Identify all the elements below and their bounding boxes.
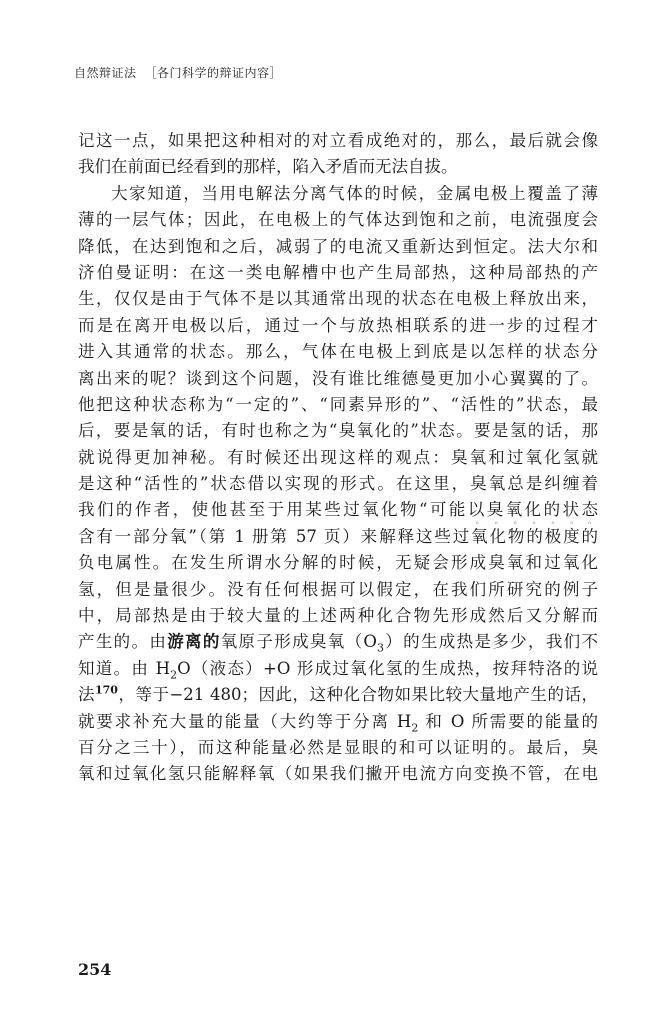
text-segment: O（液态）+O 形成过氧化氢的生成热，按拜特洛的说 bbox=[177, 658, 598, 678]
text-line: 薄的一层气体；因此，在电极上的气体达到饱和之前，电流强度会 bbox=[78, 210, 598, 230]
text-line: 中，局部热是由于较大量的上述两种化合物先形成然后又分解而 bbox=[78, 606, 598, 626]
text-line: 而是在离开电极以后，通过一个与放热相联系的进一步的过程才 bbox=[78, 315, 598, 335]
section-title: ［各门科学的辩证内容］ bbox=[144, 66, 283, 80]
text-line: 大家知道，当用电解法分离气体的时候，金属电极上覆盖了薄 bbox=[111, 183, 598, 203]
text-line bbox=[78, 629, 598, 655]
text-line: 降低，在达到饱和之后，减弱了的电流又重新达到恒定。法大尔和 bbox=[78, 236, 598, 256]
text-line: 进入其通常的状态。那么，气体在电极上到底是以怎样的状态分 bbox=[78, 342, 598, 362]
text-segment: ）的生成热是多少，我们不 bbox=[383, 632, 598, 652]
text-line: 生，仅仅是由于气体不是以其通常出现的状态在电极上释放出来， bbox=[78, 289, 598, 309]
text-line bbox=[78, 682, 598, 708]
text-segment: 产生的。由 bbox=[78, 632, 168, 652]
text-line: 就说得更加神秘。有时候还出现这样的观点：臭氧和过氧化氢就 bbox=[78, 447, 598, 467]
text-line: 负电属性。在发生所谓水分解的时候，无疑会形成臭氧和过氧化 bbox=[78, 553, 598, 573]
text-line: 氧和过氧化氢只能解释氧（如果我们撇开电流方向变换不管，在电 bbox=[78, 764, 598, 784]
text-segment: 知道。由 H bbox=[78, 658, 171, 678]
footnote-ref: 170 bbox=[95, 683, 118, 697]
text-line: 百分之三十），而这种能量必然是显眼的和可以证明的。最后，臭 bbox=[78, 737, 598, 757]
text-line: 离出来的呢？谈到这个问题，没有谁比维德曼更加小心翼翼的了。 bbox=[78, 368, 598, 388]
subscript: 2 bbox=[170, 668, 178, 682]
text-segment: 和 O 所需要的能量的 bbox=[418, 711, 598, 731]
text-line: 济伯曼证明：在这一类电解槽中也产生局部热，这种局部热的产 bbox=[78, 262, 598, 282]
text-line: 记这一点，如果把这种相对的对立看成绝对的，那么，最后就会像 bbox=[78, 131, 598, 150]
text-line: 含有一部分氧”（第 1 册第 57 页）来解释这些过氧化物的极度的 bbox=[78, 526, 598, 546]
subscript: 2 bbox=[411, 720, 419, 734]
running-header bbox=[74, 64, 282, 81]
text-segment: 我们的作者，使他甚至于用某些过氧化物“可能 bbox=[78, 500, 468, 520]
bold-text: 游离的 bbox=[167, 632, 221, 652]
emphasized-text: 以臭氧化的状态 bbox=[467, 500, 598, 520]
text-line bbox=[78, 497, 598, 523]
text-line: 后，要是氧的话，有时也称之为“臭氧化的”状态。要是氢的话，那 bbox=[78, 421, 598, 441]
text-line: 是这种“活性的”状态借以实现的形式。在这里，臭氧总是纠缠着 bbox=[78, 474, 598, 494]
page-number: 254 bbox=[78, 960, 112, 979]
text-segment: 就要求补充大量的能量（大约等于分离 H bbox=[78, 711, 412, 731]
subscript: 3 bbox=[376, 641, 384, 655]
text-line: 氢，但是量很少。没有任何根据可以假定，在我们所研究的例子 bbox=[78, 579, 598, 599]
text-segment: ，等于−21 480；因此，这种化合物如果比较大量地产生的话， bbox=[117, 685, 598, 705]
text-segment: 法 bbox=[78, 685, 95, 705]
text-segment: 氧原子形成臭氧（O bbox=[220, 632, 377, 652]
body-text bbox=[78, 128, 598, 788]
text-line bbox=[78, 656, 598, 682]
text-line bbox=[78, 709, 598, 735]
text-line: 他把这种状态称为“一定的”、“同素异形的”、“活性的”状态，最 bbox=[78, 394, 598, 414]
book-title: 自然辩证法 bbox=[74, 66, 137, 80]
text-line: 我们在前面已经看到的那样，陷入矛盾而无法自拔。 bbox=[78, 157, 458, 177]
